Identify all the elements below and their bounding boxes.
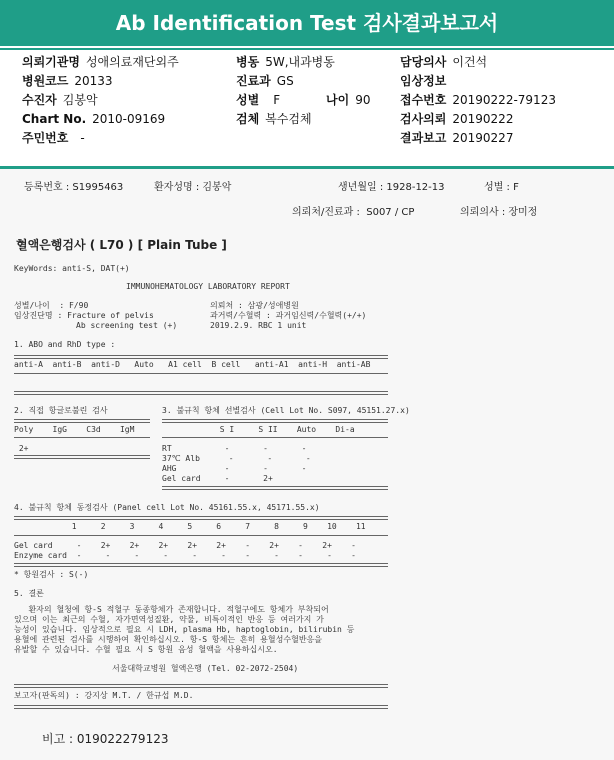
section-1-rule-bottom [14, 391, 388, 395]
section-3-rule-top [162, 419, 388, 423]
patient-name: 수진자 김봉악 [22, 93, 98, 107]
report-title-banner: Ab Identification Test 검사결과보고서 [0, 0, 614, 46]
section-3-row-gel: Gel card - 2+ [162, 474, 273, 483]
section-1-rule-mid [14, 373, 388, 374]
section-2-value: 2+ [14, 444, 29, 453]
patient-name-scan: 환자성명 : 김봉악 [154, 182, 232, 193]
section-4-header: 1 2 3 4 5 6 7 8 9 10 11 [14, 522, 366, 531]
conclusion-line-3: 능성이 있습니다. 임상적으로 필요 시 LDH, plasma Hb, haptoglobin, bilirubin 등 [14, 625, 355, 634]
section-3-rule-bottom [162, 486, 388, 490]
sex: 성별 F [236, 93, 281, 107]
transfusion-history: 과거력/수혈력 : 과거임신력/수혈력(+/+) [210, 311, 367, 320]
antigen-test: * 항원검사 : S(-) [14, 570, 89, 579]
diagnosis: 임상진단명 : Fracture of pelvis [14, 311, 154, 320]
section-3-row-alb: 37℃ Alb - - - [162, 454, 311, 463]
org-name: 의뢰기관명 성애의료재단외주 [22, 55, 179, 69]
section-1-rule-top [14, 355, 388, 359]
conclusion-line-5: 유발할 수 있습니다. 수혈 필요 시 S 항원 음성 혈액을 사용하십시오. [14, 645, 278, 654]
section-2-rule-bottom [14, 455, 150, 459]
section-3-title: 3. 불규칙 항체 선별검사 (Cell Lot No. S097, 45151.27.x) [162, 406, 410, 415]
lab-report-title: IMMUNOHEMATOLOGY LABORATORY REPORT [126, 282, 290, 291]
sex-age: 성별/나이 : F/90 [14, 301, 89, 310]
section-4-rule-top [14, 516, 388, 520]
diagnosis-2: Ab screening test (+) [76, 321, 178, 330]
requesting-department: 의뢰처/진료과 : S007 / CP [292, 207, 415, 218]
remark: 비고 : 019022279123 [42, 732, 169, 746]
hospital-contact: 서울대학교병원 혈액은행 (Tel. 02-2072-2504) [112, 664, 299, 673]
conclusion-line-1: 환자의 혈청에 항-S 적혈구 동종항체가 존재합니다. 적혈구에도 항체가 부착되어 [14, 605, 329, 614]
section-3-rule-mid [162, 437, 388, 438]
conclusion-line-2: 있으며 이는 최근의 수혈, 자가면역성질환, 약물, 비특이적인 반응 등 여러가지 가 [14, 615, 324, 624]
section-1-title: 1. ABO and RhD type : [14, 340, 116, 349]
section-3-header: S I S II Auto Di-a [162, 425, 355, 434]
section-2-rule-mid [14, 437, 150, 438]
section-5-title: 5. 결론 [14, 589, 44, 598]
clinical-info: 임상정보 [400, 74, 447, 88]
section-2-header: Poly IgG C3d IgM [14, 425, 135, 434]
referral: 의뢰처 : 삼광/성애병원 [210, 301, 299, 310]
receipt-number: 접수번호 20190222-79123 [400, 93, 556, 107]
ward: 병동 5W,내과병동 [236, 55, 335, 69]
resident-number: 주민번호 - [22, 131, 85, 145]
sex-scan: 성별 : F [484, 182, 519, 193]
report-date: 결과보고 20190227 [400, 131, 514, 145]
reporter-rule-bottom [14, 705, 388, 709]
section-4-row-enzyme: Enzyme card - - - - - - - - - - - [14, 551, 356, 560]
section-4-rule-bottom [14, 563, 388, 567]
reporter: 보고자(판독의) : 강지상 M.T. / 한규섭 M.D. [14, 691, 194, 700]
section-4-title: 4. 불규칙 항체 동정검사 (Panel cell Lot No. 45161.55.x, 45171.55.x) [14, 503, 320, 512]
chart-number: Chart No. 2010-09169 [22, 112, 166, 126]
department: 진료과 GS [236, 74, 294, 88]
conclusion-line-4: 용혈에 관련된 검사를 시행하여 확인하십시오. 항-S 항체는 흔히 용혈성수혈반응을 [14, 635, 323, 644]
section-2-rule-top [14, 419, 150, 423]
requesting-doctor: 의뢰의사 : 장미정 [460, 207, 538, 218]
reporter-rule-top [14, 684, 388, 688]
registration-number: 등록번호 : S1995463 [24, 182, 124, 193]
specimen: 검체 복수검체 [236, 112, 312, 126]
hospital-code: 병원코드 20133 [22, 74, 113, 88]
section-2-title: 2. 직접 항글로불린 검사 [14, 406, 108, 415]
age: 나이 90 [326, 93, 371, 107]
exam-title: 혈액은행검사 ( L70 ) [ Plain Tube ] [16, 238, 227, 252]
date-of-birth: 생년월일 : 1928-12-13 [338, 182, 445, 193]
attending-doctor: 담당의사 이건석 [400, 55, 488, 69]
request-date: 검사의뢰 20190222 [400, 112, 514, 126]
scanned-report [0, 169, 614, 760]
section-3-row-ahg: AHG - - - [162, 464, 307, 473]
section-3-row-rt: RT - - - [162, 444, 307, 453]
banner-underline [0, 48, 614, 50]
section-1-header: anti-A anti-B anti-D Auto A1 cell B cell anti-A1 anti-H anti-AB [14, 360, 371, 369]
transfusion-history-2: 2019.2.9. RBC 1 unit [210, 321, 307, 330]
section-4-rule-mid [14, 535, 388, 536]
section-4-row-gel: Gel card - 2+ 2+ 2+ 2+ 2+ - 2+ - 2+ - [14, 541, 356, 550]
keywords: KeyWords: anti-S, DAT(+) [14, 264, 130, 273]
